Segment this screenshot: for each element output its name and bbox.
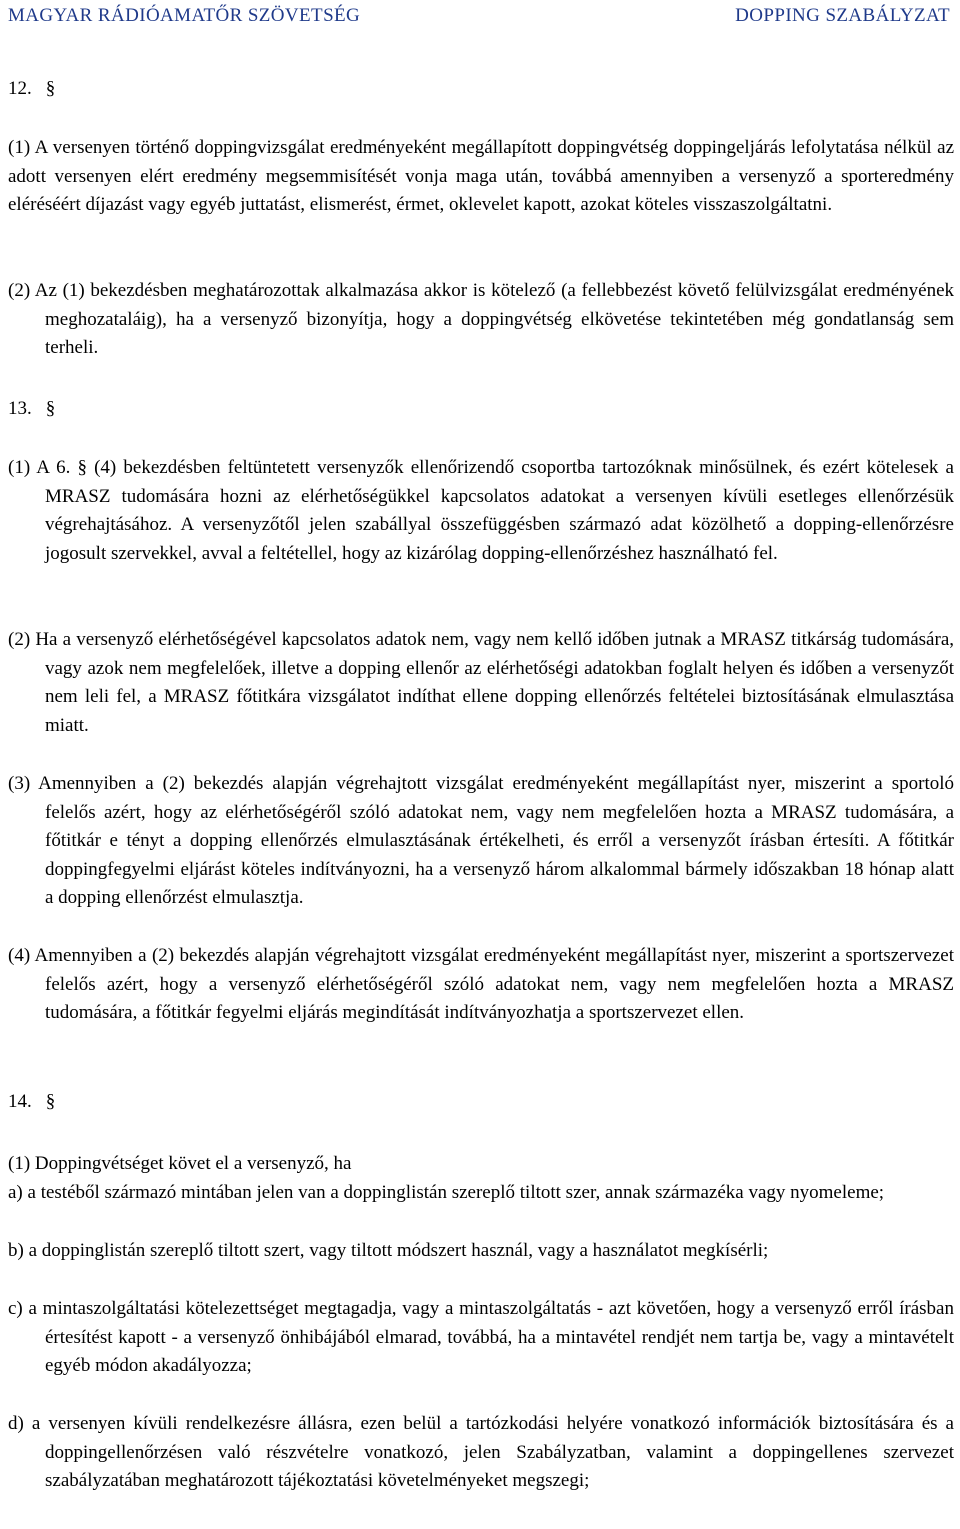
header-organization: MAGYAR RÁDIÓAMATŐR SZÖVETSÉG (8, 5, 361, 26)
s14-item-c: c) a mintaszolgáltatási kötelezettséget megtagadja, vagy a mintaszolgáltatás - azt követően, hogy a versenyző erről írásban értesítést kapott - a versenyző önhibájából elmarad, továbbá, ha a mintavétel rendjét nem tartja be, vagy a mintavételt egyéb módon akadályozza; (8, 1298, 954, 1377)
section-number: 13. (8, 398, 32, 419)
s13-paragraph-4: (4) Amennyiben a (2) bekezdés alapján végrehajtott vizsgálat eredményeként megállapítást nyer, miszerint a sportszervezet felelős azért, hogy a versenyző elérhetőségéről szóló adatokat nem, vagy nem megfelelően hozta a MRASZ tudomására, a főtitkár fegyelmi eljárás megindítását indítványozhatja a sportszervezet ellen. (8, 945, 954, 1024)
s13-paragraph-2: (2) Ha a versenyző elérhetőségével kapcsolatos adatok nem, vagy nem kellő időben jutnak a MRASZ titkárság tudomására, vagy azok nem megfelelőek, illetve a dopping ellenőr az elérhetőségi adatokban foglalt helyen és időben a versenyzőt nem leli fel, a MRASZ főtitkára vizsgálatot indíthat ellene dopping ellenőrzés feltételei biztosításának elmulasztása miatt. (8, 629, 954, 736)
section-number: 14. (8, 1091, 32, 1112)
s14-item-a: a) a testéből származó mintában jelen van a doppinglistán szereplő tiltott szer, annak származéka vagy nyomeleme; (8, 1182, 885, 1203)
s14-intro: (1) Doppingvétséget követ el a versenyző, ha (8, 1153, 352, 1174)
section-number: 12. (8, 78, 32, 99)
s14-item-d: d) a versenyen kívüli rendelkezésre állásra, ezen belül a tartózkodási helyére vonatkozó információk biztosítására és a doppingellenőrzésen való részvételre vonatkozó, jelen Szabályzatban, valamint a doppingellenes szervezet szabályzatában meghatározott tájékoztatási követelményeket megszegi; (8, 1413, 954, 1492)
section-symbol: § (45, 1091, 56, 1112)
s13-paragraph-1: (1) A 6. § (4) bekezdésben feltüntetett versenyzők ellenőrizendő csoportba tartozóknak minősülnek, és ezért kötelesek a MRASZ tudomására hozni az elérhetőségükkel kapcsolatos adatokat a versenyen kívüli esetleges ellenőrzésük végrehajtásához. A versenyzőtől jelen szabállyal összefüggésben származó adat közölhető a dopping-ellenőrzésre jogosult szervekkel, avval a feltétellel, hogy az kizárólag dopping-ellenőrzéshez használható fel. (8, 457, 954, 564)
section-12-heading (8, 78, 55, 100)
s13-paragraph-3: (3) Amennyiben a (2) bekezdés alapján végrehajtott vizsgálat eredményeként megállapítást nyer, miszerint a sportoló felelős azért, hogy az elérhetőségéről szóló adatokat nem, vagy nem megfelelően hozta a MRASZ tudomására, a főtitkár e tényt a dopping ellenőrzés elmulasztásának értékelheti, és erről a versenyzőt írásban értesíti. A főtitkár doppingfegyelmi eljárást köteles indítványozni, ha a versenyző három alkalommal bármely időszakban 18 hónap alatt a dopping ellenőrzést elmulasztja. (8, 773, 954, 909)
s12-paragraph-2: (2) Az (1) bekezdésben meghatározottak alkalmazása akkor is kötelező (a fellebbezést követő felülvizsgálat eredményének meghozataláig), ha a versenyző bizonyítja, hogy a doppingvétség elkövetése tekintetében még gondatlanság sem terheli. (8, 280, 954, 359)
page-header (8, 5, 950, 31)
header-document-title: DOPPING SZABÁLYZAT (735, 5, 950, 26)
section-symbol: § (45, 78, 56, 99)
section-symbol: § (45, 398, 56, 419)
s14-item-b: b) a doppinglistán szereplő tiltott szert, vagy tiltott módszert használ, vagy a használatot megkísérli; (8, 1240, 769, 1261)
section-13-heading (8, 398, 55, 420)
s12-paragraph-1: (1) A versenyen történő doppingvizsgálat eredményeként megállapított doppingvétség doppingeljárás lefolytatása nélkül az adott versenyen elért eredmény megsemmisítését vonja maga után, továbbá amennyiben a versenyző a sporteredmény eléréséért díjazást vagy egyéb juttatást, elismerést, érmet, oklevelet kapott, azokat köteles visszaszolgáltatni. (8, 137, 954, 216)
section-14-heading (8, 1091, 55, 1113)
